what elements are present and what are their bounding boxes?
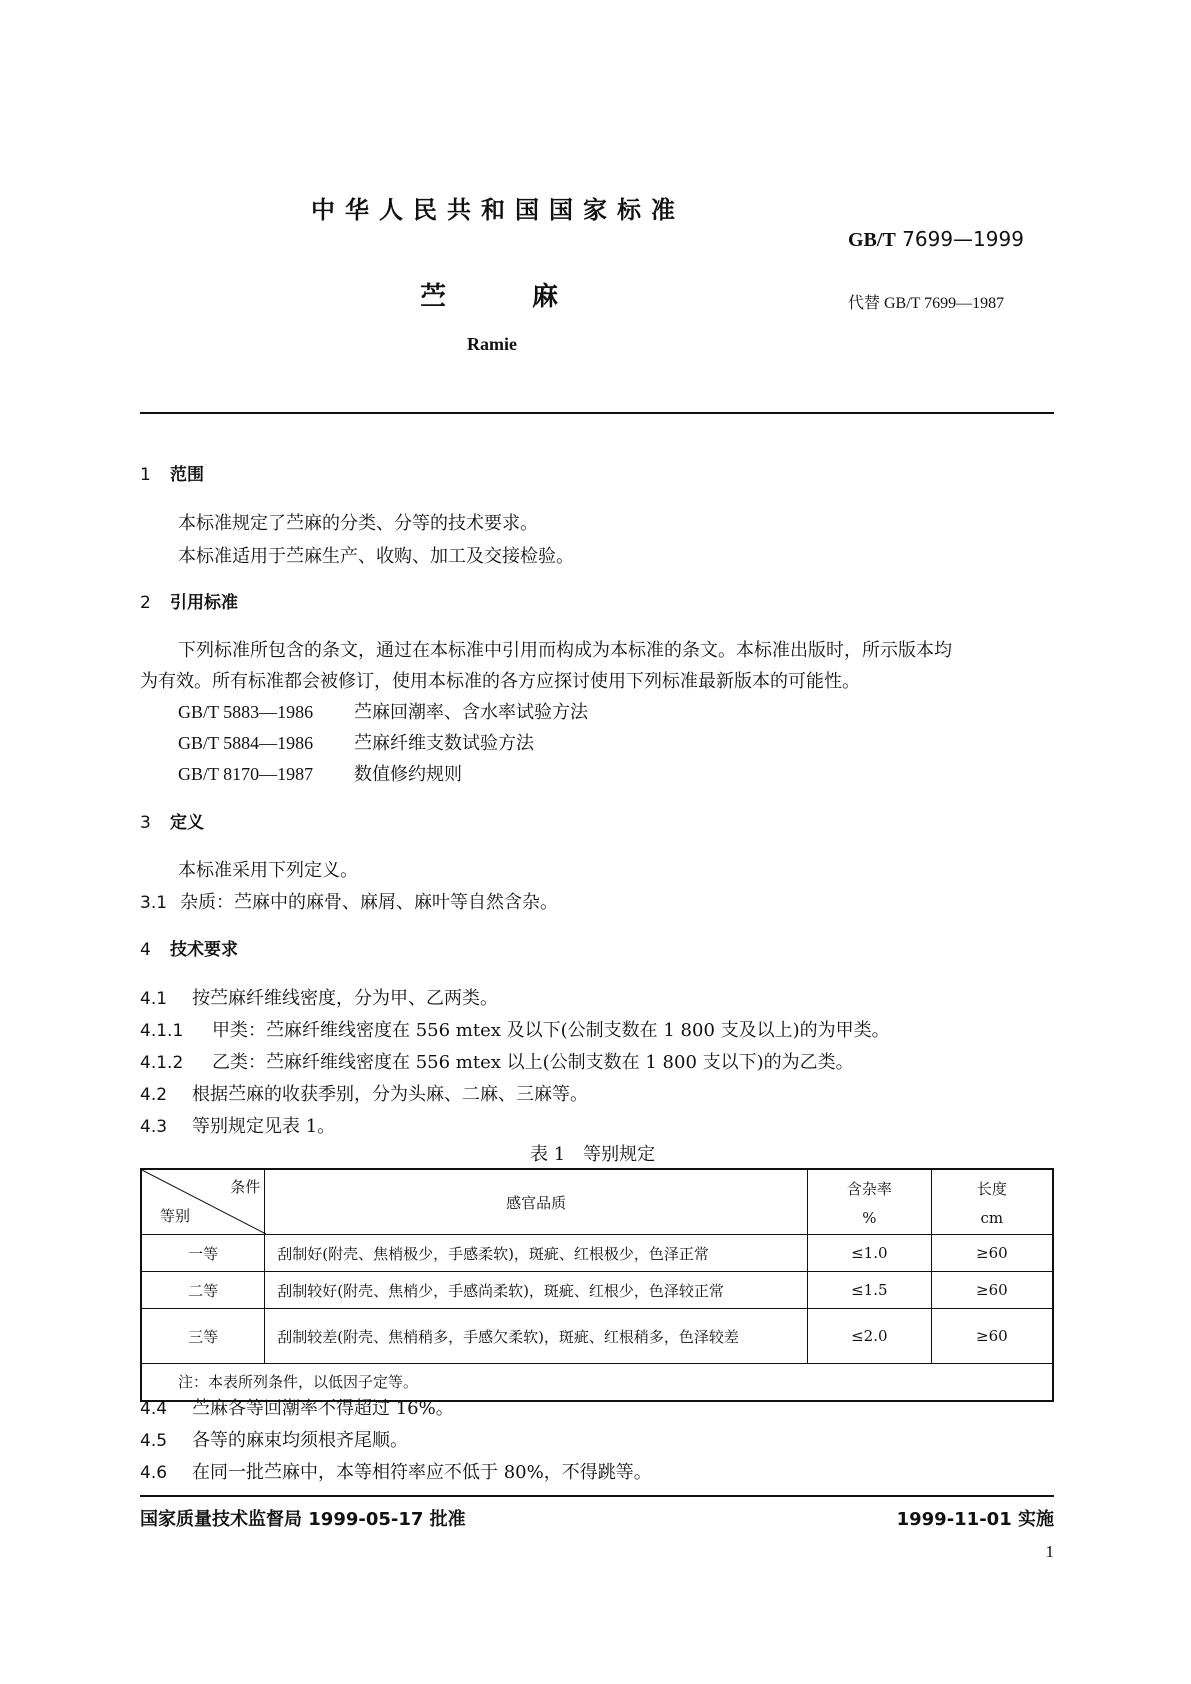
reference-title: 苎麻纤维支数试验方法 [354,733,534,754]
page-number: 1 [1045,1542,1054,1561]
cell-impurity: ≤2.0 [807,1309,931,1364]
clause-4-2 [140,1080,588,1106]
paragraph: 本标准规定了苎麻的分类、分等的技术要求。 [178,513,538,534]
document-title [420,276,558,313]
standard-code [848,227,1024,252]
cell-quality: 刮制较好(附壳、焦梢少，手感尚柔软)，斑疵、红根少，色泽较正常 [265,1272,808,1309]
clause-text: 等别规定见表 1。 [192,1116,336,1137]
header-condition: 条件 [230,1178,261,1196]
clause-text: 各等的麻束均须根齐尾顺。 [192,1430,408,1451]
clause-4-6 [140,1458,652,1484]
header-divider [140,412,1054,414]
paragraph: 本标准采用下列定义。 [178,860,358,881]
clause-number: 4.1 [140,989,168,1009]
section-4-heading [140,935,238,960]
section-title: 引用标准 [170,593,238,613]
section-number: 4 [140,940,151,960]
section-title: 定义 [170,813,204,833]
header-impurity-label: 含杂率 [846,1179,892,1198]
clause-number: 4.1.2 [140,1053,184,1073]
clause-number: 4.2 [140,1085,168,1105]
cell-length: ≥60 [931,1272,1053,1309]
table-caption: 表 1 等别规定 [530,1144,656,1165]
cell-length: ≥60 [931,1235,1053,1272]
clause-4-1 [140,984,498,1010]
section-title: 技术要求 [170,940,238,960]
clause-number: 4.4 [140,1399,168,1419]
cell-grade: 三等 [141,1309,265,1364]
clause-number: 4.5 [140,1431,168,1451]
header-length [931,1169,1053,1235]
english-title: Ramie [467,334,517,354]
reference-title: 苎麻回潮率、含水率试验方法 [354,702,588,723]
clause-text: 根据苎麻的收获季别，分为头麻、二麻、三麻等。 [192,1084,588,1105]
section-number: 1 [140,465,151,485]
clause-text: 甲类：苎麻纤维线密度在 556 mtex 及以下(公制支数在 1 800 支及以上)的为甲类。 [212,1020,890,1041]
grade-table [140,1168,1054,1402]
paragraph: 下列标准所包含的条文，通过在本标准中引用而构成为本标准的条文。本标准出版时，所示版本均 [178,640,952,661]
cell-length: ≥60 [931,1309,1053,1364]
clause-text: 杂质：苎麻中的麻骨、麻屑、麻叶等自然含杂。 [180,892,558,913]
section-number: 3 [140,813,151,833]
approval-line: 国家质量技术监督局 1999-05-17 批准 [140,1509,466,1530]
reference-item [178,760,462,786]
document-title-char1: 苎 [420,282,447,312]
header-impurity [807,1169,931,1235]
cell-quality: 刮制较差(附壳、焦梢稍多，手感欠柔软)，斑疵、红根稍多，色泽较差 [265,1309,808,1364]
clause-number: 4.6 [140,1463,168,1483]
clause-3-1 [140,888,558,914]
reference-code: GB/T 5884—1986 [178,733,314,753]
paragraph: 本标准适用于苎麻生产、收购、加工及交接检验。 [178,546,574,567]
reference-item [178,729,534,755]
header-length-unit: cm [980,1208,1004,1227]
header-quality: 感官品质 [265,1169,808,1235]
document-title-char2: 麻 [532,282,559,312]
cell-impurity: ≤1.0 [807,1235,931,1272]
clause-number: 3.1 [140,893,168,913]
clause-text: 苎麻各等回潮率不得超过 16%。 [192,1398,454,1419]
cell-grade: 二等 [141,1272,265,1309]
header-impurity-unit: % [862,1208,877,1227]
clause-4-5 [140,1426,408,1452]
table-row [141,1235,1053,1272]
clause-4-4 [140,1394,454,1420]
clause-4-1-2 [140,1048,854,1074]
section-number: 2 [140,593,151,613]
clause-text: 在同一批苎麻中，本等相符率应不低于 80%，不得跳等。 [192,1462,652,1483]
section-1-heading [140,460,204,485]
cell-quality: 刮制好(附壳、焦梢极少，手感柔软)，斑疵、红根极少，色泽正常 [265,1235,808,1272]
header-grade: 等别 [160,1207,191,1225]
reference-title: 数值修约规则 [354,764,462,785]
cell-impurity: ≤1.5 [807,1272,931,1309]
standard-code-number: 7699—1999 [902,227,1024,251]
table-row [141,1272,1053,1309]
clause-4-1-1 [140,1016,890,1042]
effective-date: 1999-11-01 实施 [896,1509,1054,1530]
reference-code: GB/T 8170—1987 [178,764,314,784]
paragraph: 为有效。所有标准都会被修订，使用本标准的各方应探讨使用下列标准最新版本的可能性。 [140,671,860,692]
reference-code: GB/T 5883—1986 [178,702,314,722]
clause-number: 4.3 [140,1117,168,1137]
clause-text: 按苎麻纤维线密度，分为甲、乙两类。 [192,988,498,1009]
clause-number: 4.1.1 [140,1021,184,1041]
table-note: 注：本表所列条件，以低因子定等。 [141,1364,1053,1401]
standard-title: 中华人民共和国国家标准 [311,196,685,224]
reference-item [178,698,588,724]
clause-text: 乙类：苎麻纤维线密度在 556 mtex 以上(公制支数在 1 800 支以下)的为乙类。 [212,1052,854,1073]
cell-grade: 一等 [141,1235,265,1272]
diagonal-header-cell [141,1169,265,1235]
section-title: 范围 [170,465,204,485]
clause-4-3 [140,1112,335,1138]
section-2-heading [140,588,238,613]
section-3-heading [140,808,204,833]
header-length-label: 长度 [976,1179,1007,1198]
replaces-note: 代替 GB/T 7699—1987 [848,295,1005,312]
standard-code-prefix: GB/T [848,229,896,251]
table-header-row [141,1169,1053,1235]
footer-divider [140,1495,1054,1497]
table-row [141,1309,1053,1364]
